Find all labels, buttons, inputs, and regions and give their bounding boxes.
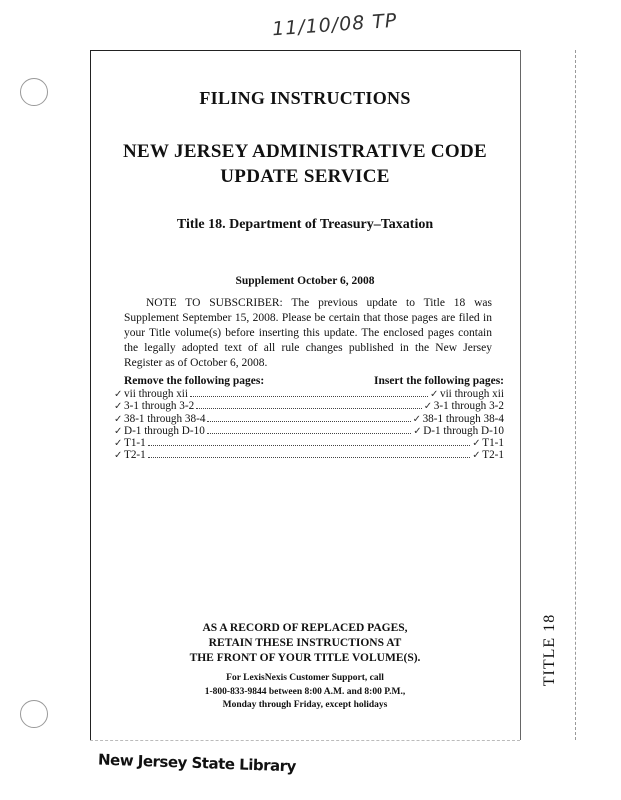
side-tab-label: TITLE 18 — [541, 613, 559, 687]
library-stamp: New Jersey State Library — [97, 750, 297, 776]
dot-leader — [148, 456, 471, 458]
dot-leader — [148, 444, 471, 446]
retain-line-2: RETAIN THESE INSTRUCTIONS AT — [208, 637, 402, 649]
check-mark-icon: ✓ — [114, 413, 123, 425]
dot-leader — [196, 407, 422, 409]
remove-page: 3-1 through 3-2 — [124, 400, 195, 413]
subscriber-note: NOTE TO SUBSCRIBER: The previous update to Title 18 was Supplement September 15, 2008. Please be certain that those pages are filed in your Title volume(s) before inserting this update. The enclosed pages contain the legally adopted text of all rule changes published in the New Jersey Register as of October 6, 2008. — [124, 297, 492, 369]
punch-hole-bottom — [20, 700, 48, 728]
handwritten-date-note: 11/10/08 TP — [271, 9, 399, 41]
page-list-header — [124, 375, 504, 387]
dot-leader — [190, 395, 428, 397]
check-mark-icon: ✓ — [114, 438, 123, 450]
list-item — [114, 449, 504, 461]
support-line-2: 1-800-833-9844 between 8:00 A.M. and 8:00 P.M., — [204, 686, 406, 697]
remove-page: vii through xii — [124, 388, 189, 400]
check-mark-icon: ✓ — [472, 438, 481, 450]
supplement-date: Supplement October 6, 2008 — [235, 275, 375, 287]
insert-page: 3-1 through 3-2 — [433, 400, 504, 413]
page-title: FILING INSTRUCTIONS — [199, 88, 411, 108]
insert-header: Insert the following pages: — [373, 375, 504, 387]
remove-header: Remove the following pages: — [124, 375, 265, 387]
list-item — [114, 437, 504, 449]
support-line-3: Monday through Friday, except holidays — [222, 700, 388, 710]
tab-divider-line — [520, 50, 521, 740]
support-line-1: For LexisNexis Customer Support, call — [226, 673, 384, 683]
code-title-line-2: UPDATE SERVICE — [220, 166, 390, 187]
check-mark-icon: ✓ — [412, 413, 421, 425]
list-item — [114, 413, 504, 425]
bottom-edge-line — [90, 740, 520, 742]
title-department: Title 18. Department of Treasury–Taxation — [176, 217, 434, 232]
remove-page: T2-1 — [124, 449, 146, 462]
check-mark-icon: ✓ — [472, 450, 481, 462]
insert-page: 38-1 through 38-4 — [422, 412, 504, 425]
check-mark-icon: ✓ — [114, 401, 123, 413]
title-side-tab — [537, 610, 563, 690]
list-item — [114, 400, 504, 412]
check-mark-icon: ✓ — [114, 450, 123, 462]
retain-line-3: THE FRONT OF YOUR TITLE VOLUME(S). — [189, 652, 421, 664]
page-list — [114, 388, 504, 462]
check-mark-icon: ✓ — [114, 389, 123, 400]
check-mark-icon: ✓ — [429, 389, 439, 400]
insert-page: T2-1 — [482, 449, 504, 462]
list-item — [114, 425, 504, 437]
code-title — [90, 139, 520, 189]
check-mark-icon: ✓ — [423, 401, 433, 413]
punch-hole-top — [20, 78, 48, 106]
insert-page: D-1 through D-10 — [423, 424, 504, 437]
insert-page: T1-1 — [482, 437, 504, 450]
code-title-line-1: NEW JERSEY ADMINISTRATIVE CODE — [123, 141, 487, 162]
insert-page: vii through xii — [439, 388, 504, 400]
dot-leader — [207, 420, 410, 422]
remove-page: 38-1 through 38-4 — [124, 412, 206, 425]
dot-leader — [207, 432, 411, 434]
check-mark-icon: ✓ — [413, 425, 422, 437]
remove-page: T1-1 — [124, 437, 146, 450]
check-mark-icon: ✓ — [114, 425, 123, 437]
retain-instructions — [90, 621, 520, 666]
remove-page: D-1 through D-10 — [124, 424, 205, 437]
list-item — [114, 388, 504, 400]
retain-line-1: AS A RECORD OF REPLACED PAGES, — [202, 622, 408, 634]
customer-support-info — [90, 672, 520, 713]
tab-edge-line — [575, 50, 577, 740]
